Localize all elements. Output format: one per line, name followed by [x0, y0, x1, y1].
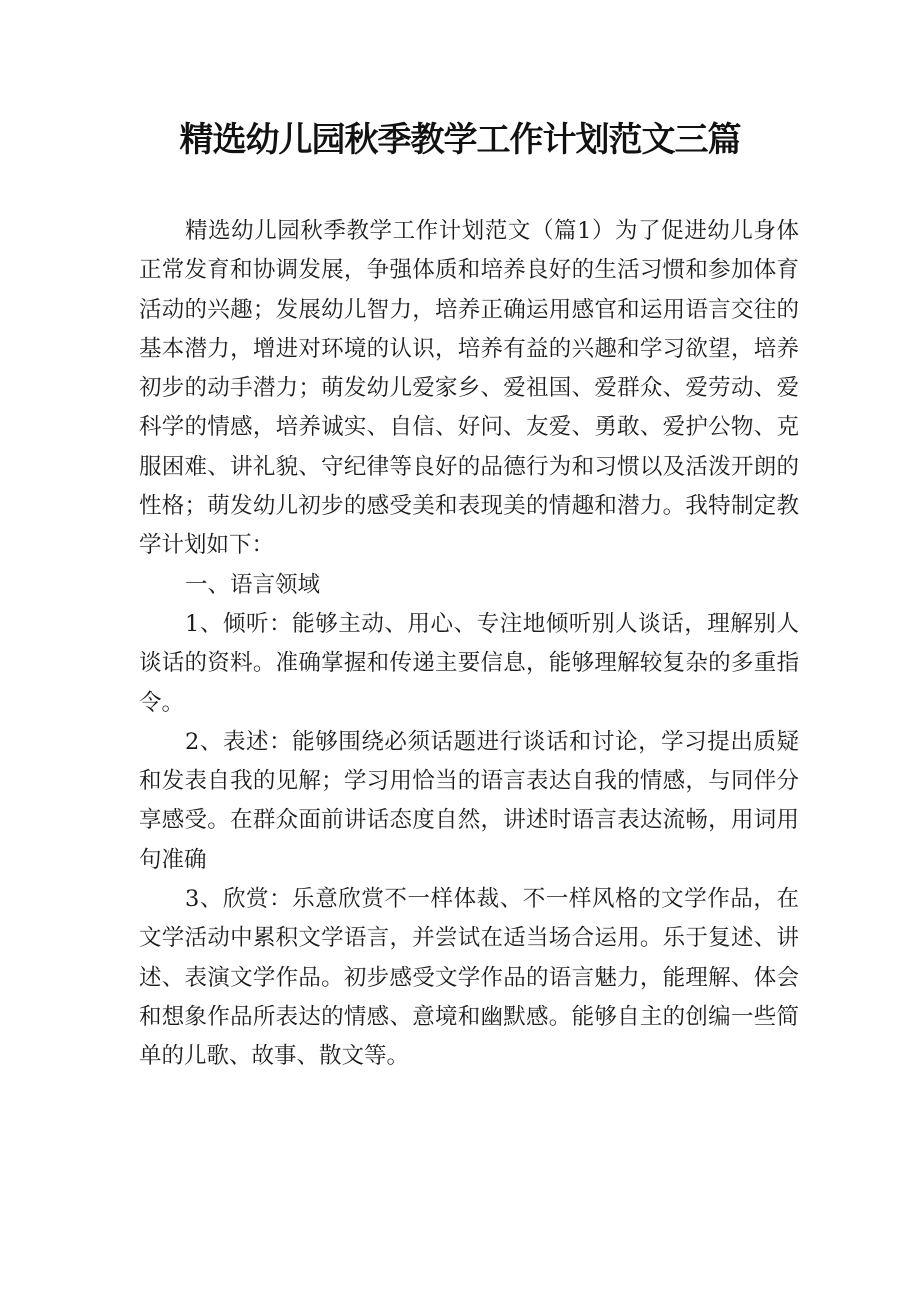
paragraph-expression: 2、表述：能够围绕必须话题进行谈话和讨论，学习提出质疑和发表自我的见解；学习用恰当的语言表达自我的情感，与同伴分享感受。在群众面前讲话态度自然，讲述时语言表达流畅，用词用句准确: [139, 728, 799, 873]
section-heading-language: 一、语言领域: [185, 571, 321, 598]
paragraph-listening: 1、倾听：能够主动、用心、专注地倾听别人谈话，理解别人谈话的资料。准确掌握和传递主要信息，能够理解较复杂的多重指令。: [139, 610, 799, 716]
paragraph-intro: 精选幼儿园秋季教学工作计划范文（篇1）为了促进幼儿身体正常发育和协调发展，争强体质和培养良好的生活习惯和参加体育活动的兴趣；发展幼儿智力，培养正确运用感官和运用语言交往的基本潜力，增进对环境的认识，培养有益的兴趣和学习欲望，培养初步的动手潜力；萌发幼儿爱家乡、爱祖国、爱群众、爱劳动、爱科学的情感，培养诚实、自信、好问、友爱、勇敢、爱护公物、克服困难、讲礼貌、守纪律等良好的品德行为和习惯以及活泼开朗的性格；萌发幼儿初步的感受美和表现美的情趣和潜力。我特制定教学计划如下：: [139, 218, 799, 559]
document-title: 精选幼儿园秋季教学工作计划范文三篇: [179, 120, 741, 160]
document-body: [139, 212, 799, 1077]
paragraph-appreciation: 3、欣赏：乐意欣赏不一样体裁、不一样风格的文学作品，在文学活动中累积文学语言，并尝试在适当场合运用。乐于复述、讲述、表演文学作品。初步感受文学作品的语言魅力，能理解、体会和想象作品所表达的情感、意境和幽默感。能够自主的创编一些简单的儿歌、故事、散文等。: [139, 886, 799, 1070]
